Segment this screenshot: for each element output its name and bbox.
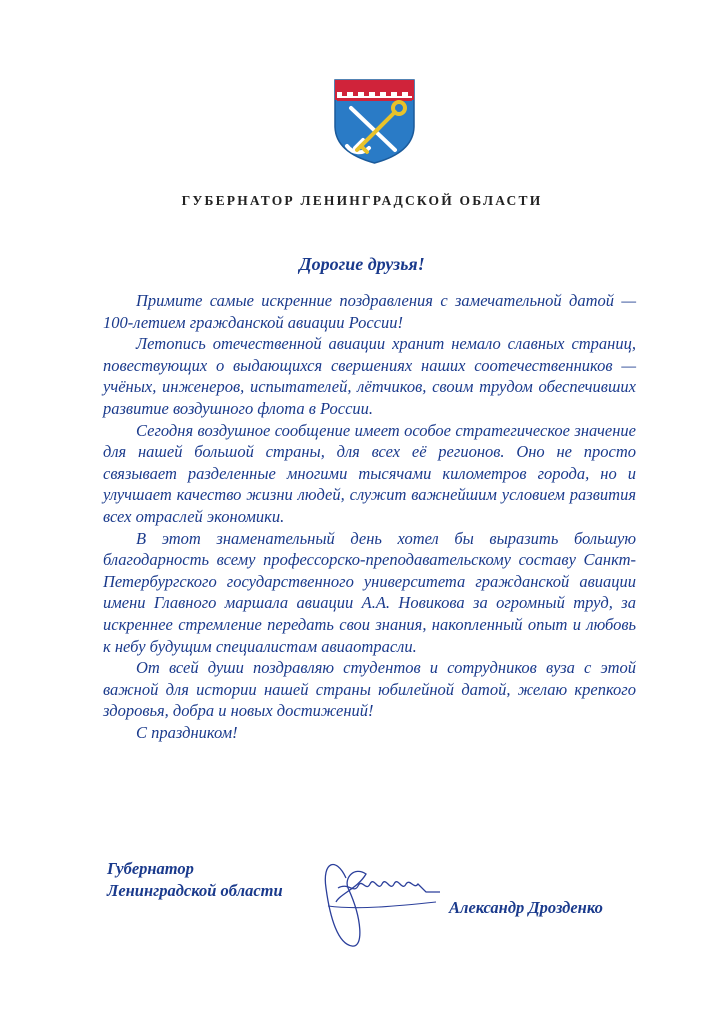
greeting: Дорогие друзья! xyxy=(299,254,425,274)
handwritten-signature xyxy=(318,848,448,950)
coat-of-arms-icon xyxy=(333,78,416,164)
letter-body xyxy=(103,290,636,743)
paragraph: В этот знаменательный день хотел бы выразить большую благодарность всему профессорско-преподавательскому составу Санкт-Петербургского государственного университета гражданской авиации имени Главного маршала авиации А.А. Новикова за огромный труд, за искреннее стремление передать свои знания, накопленный опыт и любовь к небу будущим специалистам авиаотрасли. xyxy=(103,528,636,656)
signatory-title-line: Ленинградской области xyxy=(107,881,283,900)
paragraph: Сегодня воздушное сообщение имеет особое стратегическое значение для нашей большой страны, для всех её регионов. Оно не просто связывает разделенные многими тысячами километров города, но и улучшает качество жизни людей, служит важнейшим условием развития всех отраслей экономики. xyxy=(103,420,636,526)
signatory-title-line: Губернатор xyxy=(107,859,194,878)
signatory-name: Александр Дрозденко xyxy=(449,898,603,917)
header-title: ГУБЕРНАТОР ЛЕНИНГРАДСКОЙ ОБЛАСТИ xyxy=(181,193,543,208)
paragraph: Летопись отечественной авиации хранит немало славных страниц, повествующих о выдающихся свершениях наших соотечественников — учёных, инженеров, испытателей, лётчиков, своим трудом обеспечивших развитие воздушного флота в России. xyxy=(103,334,636,418)
paragraph: Примите самые искренние поздравления с замечательной датой — 100-летием гражданской авиации России! xyxy=(103,291,636,332)
paragraph: От всей души поздравляю студентов и сотрудников вуза с этой важной для истории нашей страны юбилейной датой, желаю крепкого здоровья, добра и новых достижений! xyxy=(103,658,636,721)
signatory-title xyxy=(107,858,283,902)
paragraph: С праздником! xyxy=(136,722,238,742)
